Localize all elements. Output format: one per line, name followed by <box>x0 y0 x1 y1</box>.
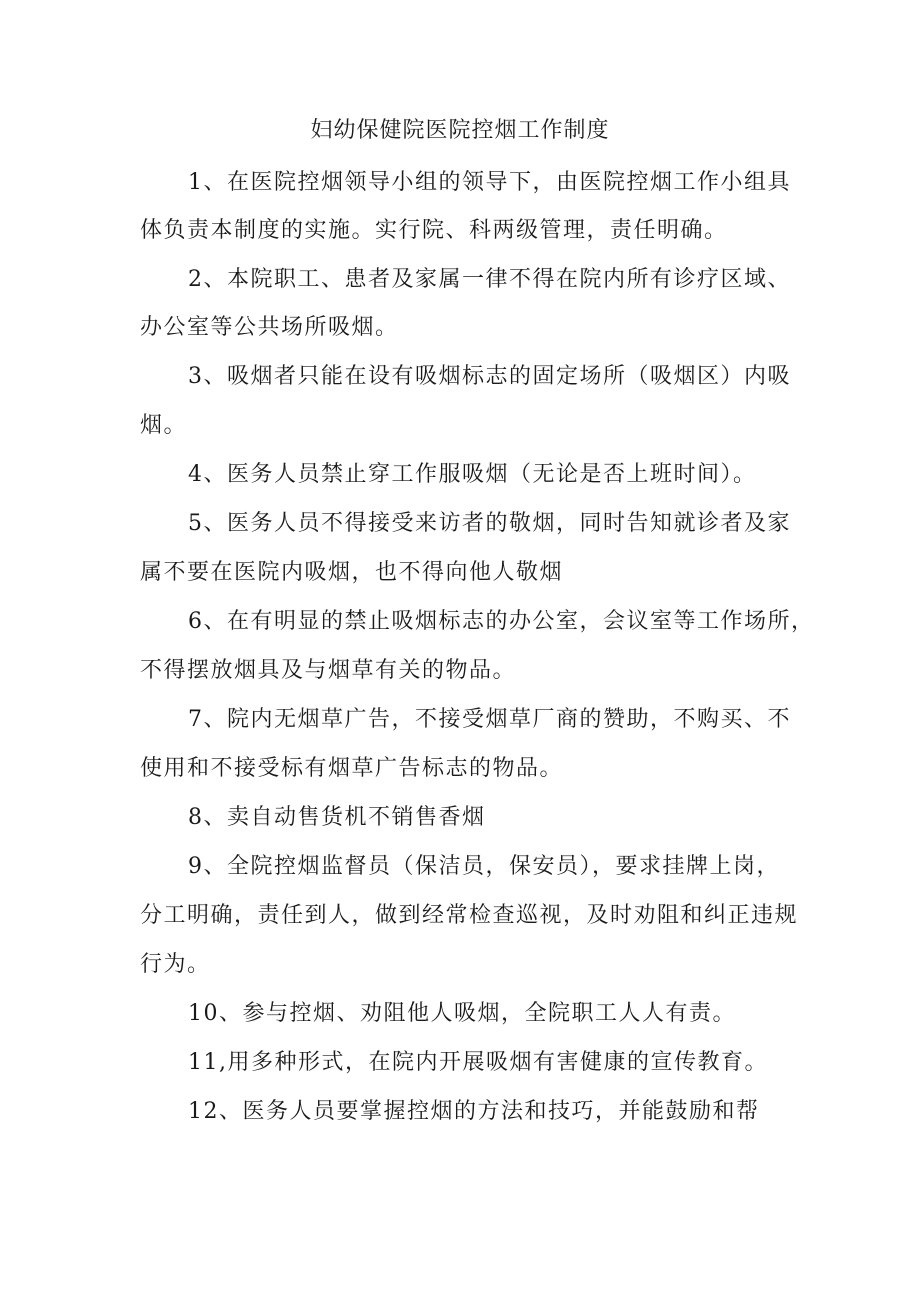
rule-3-line-2: 烟。 <box>140 413 188 438</box>
rule-10-line-1: 10、参与控烟、劝阻他人吸烟，全院职工人人有责。 <box>188 1001 736 1026</box>
rule-7-line-2: 使用和不接受标有烟草广告标志的物品。 <box>140 756 564 781</box>
document-title: 妇幼保健院医院控烟工作制度 <box>310 118 610 143</box>
rule-9-line-3: 行为。 <box>140 952 211 977</box>
rule-4-line-1: 4、医务人员禁止穿工作服吸烟（无论是否上班时间）。 <box>188 462 757 487</box>
rule-9-line-2: 分工明确，责任到人，做到经常检查巡视，及时劝阻和纠正违规 <box>140 903 799 928</box>
rule-5-line-2: 属不要在医院内吸烟，也不得向他人敬烟 <box>140 560 564 585</box>
rule-12-line-1: 12、医务人员要掌握控烟的方法和技巧，并能鼓励和帮 <box>188 1099 760 1124</box>
rule-3-line-1: 3、吸烟者只能在设有吸烟标志的固定场所（吸烟区）内吸 <box>188 364 791 389</box>
rule-7-line-1: 7、院内无烟草广告，不接受烟草厂商的赞助，不购买、不 <box>188 707 791 732</box>
rule-11-line-1: 11,用多种形式，在院内开展吸烟有害健康的宣传教育。 <box>188 1050 768 1075</box>
rule-1-line-1: 1、在医院控烟领导小组的领导下，由医院控烟工作小组具 <box>188 170 791 195</box>
rule-8-line-1: 8、卖自动售货机不销售香烟 <box>188 805 486 830</box>
rule-2-line-1: 2、本院职工、患者及家属一律不得在院内所有诊疗区域、 <box>188 267 791 292</box>
rule-6-line-2: 不得摆放烟具及与烟草有关的物品。 <box>140 658 517 683</box>
rule-5-line-1: 5、医务人员不得接受来访者的敬烟，同时告知就诊者及家 <box>188 511 791 536</box>
rule-1-line-2: 体负责本制度的实施。实行院、科两级管理，责任明确。 <box>140 218 728 243</box>
rule-6-line-1: 6、在有明显的禁止吸烟标志的办公室，会议室等工作场所， <box>188 609 815 634</box>
rule-9-line-1: 9、全院控烟监督员（保洁员，保安员），要求挂牌上岗， <box>188 854 780 879</box>
rule-2-line-2: 办公室等公共场所吸烟。 <box>140 315 399 340</box>
